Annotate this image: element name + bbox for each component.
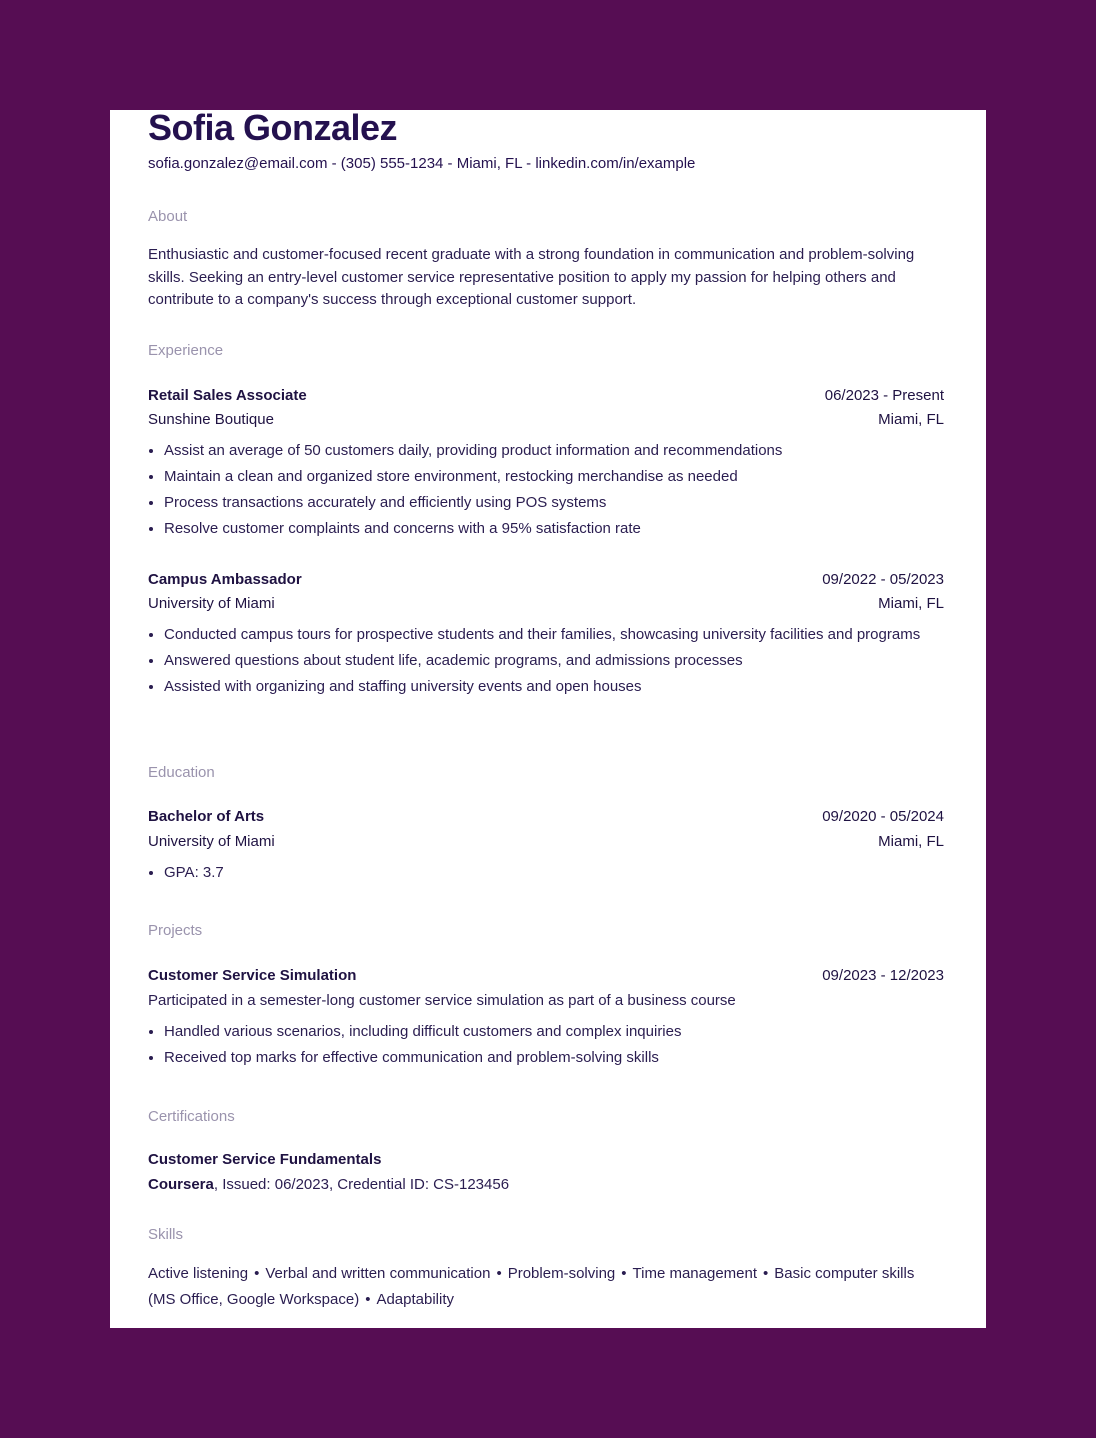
skill-item: Problem-solving bbox=[507, 1265, 616, 1282]
education-degree: Bachelor of Arts bbox=[148, 808, 265, 825]
section-title-education: Education bbox=[148, 764, 215, 781]
job-header bbox=[148, 570, 944, 590]
project-header bbox=[148, 966, 944, 986]
section-title-certifications: Certifications bbox=[148, 1108, 235, 1125]
project-bullets bbox=[148, 1019, 944, 1071]
about-text: Enthusiastic and customer-focused recent graduate with a strong foundation in communication and problem-solving skills. Seeking an entry-level customer service representative position to apply my passion for helping others and contribute to a company's success through exceptional customer support. bbox=[148, 246, 915, 308]
project-entry bbox=[148, 966, 944, 1071]
list-item: • Conducted campus tours for prospective students and their families, showcasing university facilities and programs bbox=[164, 622, 944, 648]
job-role: Campus Ambassador bbox=[148, 571, 302, 588]
job-dates: 09/2022 - 05/2023 bbox=[822, 571, 944, 588]
certification-name: Customer Service Fundamentals bbox=[148, 1151, 382, 1168]
section-title-about: About bbox=[148, 208, 188, 225]
list-item: • Assisted with organizing and staffing university events and open houses bbox=[164, 674, 944, 700]
job-entry bbox=[148, 386, 944, 542]
list-item: • GPA: 3.7 bbox=[164, 860, 944, 886]
education-dates: 09/2020 - 05/2024 bbox=[822, 808, 944, 825]
job-subheader bbox=[148, 594, 944, 614]
section-title-experience: Experience bbox=[148, 342, 224, 359]
resume-page bbox=[110, 107, 986, 1328]
education-bullets bbox=[148, 860, 944, 886]
skill-item: Verbal and written communication bbox=[265, 1265, 491, 1282]
skill-separator: • bbox=[496, 1265, 502, 1282]
skill-separator: • bbox=[365, 1291, 371, 1308]
job-location: Miami, FL bbox=[878, 595, 944, 612]
job-header bbox=[148, 386, 944, 406]
job-subheader bbox=[148, 410, 944, 430]
education-location: Miami, FL bbox=[878, 833, 944, 850]
skills-list bbox=[148, 1261, 944, 1313]
skill-item: Active listening bbox=[148, 1265, 249, 1282]
certification-details: , Issued: 06/2023, Credential ID: CS-123456 bbox=[213, 1176, 510, 1193]
list-item: • Handled various scenarios, including difficult customers and complex inquiries bbox=[164, 1019, 944, 1045]
list-item: • Answered questions about student life, academic programs, and admissions processes bbox=[164, 648, 944, 674]
job-bullets bbox=[148, 438, 944, 542]
education-subheader bbox=[148, 832, 944, 852]
list-item: • Process transactions accurately and efficiently using POS systems bbox=[164, 490, 944, 516]
list-item: • Received top marks for effective communication and problem-solving skills bbox=[164, 1045, 944, 1071]
education-header bbox=[148, 807, 944, 827]
certification-details-line bbox=[148, 1175, 944, 1195]
job-entry bbox=[148, 570, 944, 700]
skill-separator: • bbox=[763, 1265, 769, 1282]
list-item: • Maintain a clean and organized store environment, restocking merchandise as needed bbox=[164, 464, 944, 490]
certification-entry bbox=[148, 1150, 944, 1195]
skill-item: Time management bbox=[632, 1265, 758, 1282]
section-title-projects: Projects bbox=[148, 922, 203, 939]
contact-line: sofia.gonzalez@email.com - (305) 555-1234 - Miami, FL - linkedin.com/in/example bbox=[148, 155, 696, 172]
project-dates: 09/2023 - 12/2023 bbox=[822, 967, 944, 984]
education-school: University of Miami bbox=[148, 833, 275, 850]
job-org: Sunshine Boutique bbox=[148, 411, 274, 428]
job-org: University of Miami bbox=[148, 595, 275, 612]
job-dates: 06/2023 - Present bbox=[824, 387, 944, 404]
project-name: Customer Service Simulation bbox=[148, 967, 357, 984]
certification-issuer: Coursera bbox=[148, 1176, 214, 1193]
job-bullets bbox=[148, 622, 944, 700]
certification-header bbox=[148, 1150, 944, 1170]
education-entry bbox=[148, 807, 944, 886]
list-item: • Resolve customer complaints and concerns with a 95% satisfaction rate bbox=[164, 516, 944, 542]
skill-item: Adaptability bbox=[376, 1291, 455, 1308]
list-item: • Assist an average of 50 customers daily, providing product information and recommendations bbox=[164, 438, 944, 464]
skill-item: Basic computer skills (MS Office, Google Workspace) bbox=[148, 1265, 915, 1308]
section-title-skills: Skills bbox=[148, 1226, 184, 1243]
job-role: Retail Sales Associate bbox=[148, 387, 307, 404]
skill-separator: • bbox=[254, 1265, 260, 1282]
candidate-name: Sofia Gonzalez bbox=[148, 107, 398, 148]
skill-separator: • bbox=[621, 1265, 627, 1282]
job-location: Miami, FL bbox=[878, 411, 944, 428]
project-description: Participated in a semester-long customer service simulation as part of a business course bbox=[148, 992, 736, 1009]
